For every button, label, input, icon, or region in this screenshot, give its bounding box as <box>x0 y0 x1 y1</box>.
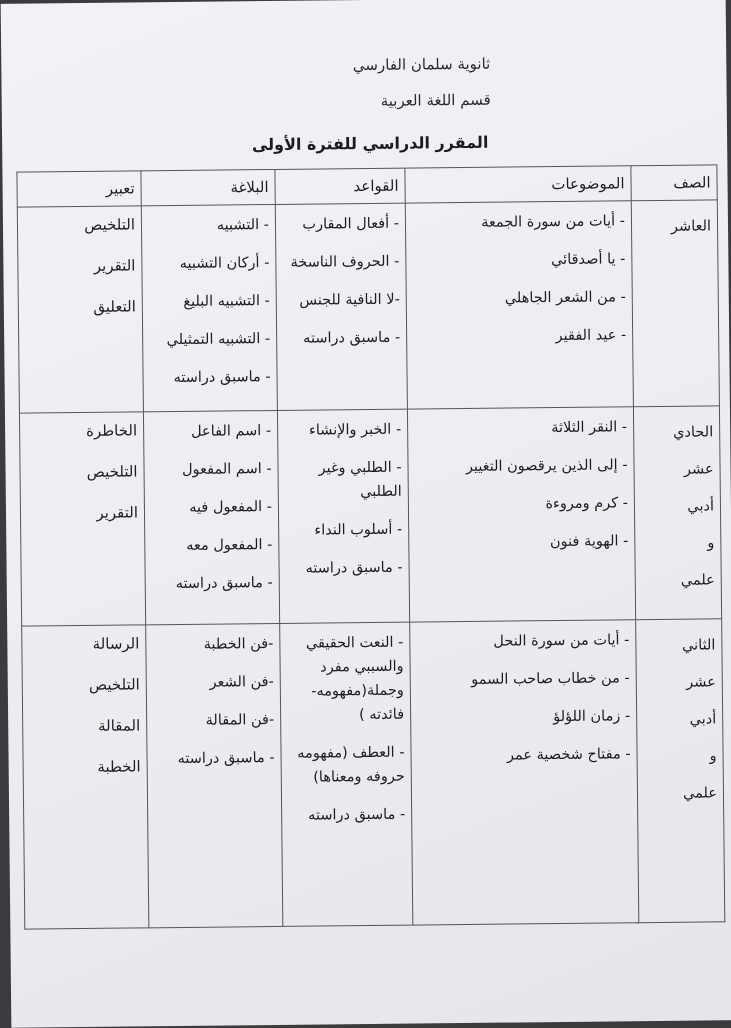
list-item: - المفعول معه <box>186 537 273 554</box>
grammar-cell <box>277 409 409 623</box>
list-item: - اسم المفعول <box>181 461 272 478</box>
list-item: - الطلبي وغير الطلبي <box>318 459 402 501</box>
list-item: الرسالة <box>92 634 140 653</box>
list-item: التلخيص <box>88 675 140 694</box>
list-item: - زمان اللؤلؤ <box>553 708 631 726</box>
list-item: - التشبيه <box>216 217 270 234</box>
grade-label: الثاني <box>681 637 716 654</box>
grade-label: عشر <box>683 461 714 478</box>
list-item: -لا النافية للجنس <box>299 291 400 309</box>
list-item: - ماسبق دراسته <box>175 575 273 593</box>
list-item: - عيد الفقير <box>555 327 627 345</box>
rhetoric-cell <box>141 204 277 411</box>
list-item: التلخيص <box>86 462 138 481</box>
list-item: - أسلوب النداء <box>314 521 403 539</box>
list-item: - يا أصدقائي <box>550 251 626 269</box>
grade-label: و <box>707 535 715 552</box>
list-item: - العطف (مفهومه حروفه ومعناها) <box>297 744 405 786</box>
column-header-rhetoric: البلاغة <box>141 169 275 205</box>
list-item: - اسم الفاعل <box>190 423 272 440</box>
list-item: التقرير <box>96 503 139 522</box>
document-page <box>1 0 731 1028</box>
document-title: المقرر الدراسي للفترة الأولى <box>251 132 489 155</box>
list-item: - التشبيه البليغ <box>183 293 270 310</box>
column-header-grade: الصف <box>631 165 717 201</box>
list-item: الخاطرة <box>85 421 138 440</box>
topics-cell <box>407 407 635 622</box>
table-row <box>19 406 721 626</box>
rhetoric-cell <box>146 623 283 927</box>
expression-cell <box>19 412 145 626</box>
grade-label: أدبي <box>689 711 717 728</box>
grade-label: و <box>709 748 717 765</box>
list-item: - الهوية فنون <box>549 533 629 551</box>
grade-label: أدبي <box>687 498 715 515</box>
school-name: ثانوية سلمان الفارسي <box>352 54 491 75</box>
expression-cell <box>17 206 143 413</box>
list-item: - ماسبق دراسته <box>305 559 403 577</box>
list-item: - من الشعر الجاهلي <box>504 289 626 307</box>
table-row <box>22 619 725 929</box>
grammar-cell <box>275 203 407 410</box>
list-item: - ماسبق دراسته <box>308 806 406 824</box>
grade-cell <box>633 406 721 620</box>
list-item: - الحروف الناسخة <box>290 253 400 271</box>
column-header-topics: الموضوعات <box>405 166 631 203</box>
grade-label: الحادي <box>673 424 714 441</box>
expression-cell <box>22 625 149 929</box>
list-item: - ماسبق دراسته <box>303 329 401 347</box>
list-item: - المفعول فيه <box>189 499 273 516</box>
list-item: - من خطاب صاحب السمو <box>471 670 630 688</box>
list-item: - ماسبق دراسته <box>177 749 275 768</box>
list-item: -فن المقالة <box>205 711 275 729</box>
topics-cell <box>410 620 639 925</box>
list-item: التقرير <box>93 256 136 275</box>
grade-label: عشر <box>686 674 716 691</box>
list-item: - أيات من سورة الجمعة <box>481 213 626 231</box>
list-item: التعليق <box>93 297 136 316</box>
syllabus-table <box>16 164 725 929</box>
list-item: - النعت الحقيقي والسببي مفرد وجملة(مفهومه- فائدته ) <box>305 634 405 724</box>
list-item: -فن الشعر <box>209 674 274 691</box>
list-item: - إلى الذين يرقصون التغيير <box>465 457 628 475</box>
column-header-grammar: القواعد <box>275 168 405 204</box>
list-item: - كرم ومروءة <box>545 495 629 513</box>
list-item: - أفعال المقارب <box>302 215 400 233</box>
topics-cell <box>405 201 633 409</box>
grade-label: علمي <box>680 572 715 589</box>
list-item: - ماسبق دراسته <box>173 369 271 387</box>
list-item: - النقر الثلاثة <box>551 419 628 437</box>
list-item: - مفتاح شخصية عمر <box>506 746 631 764</box>
list-item: التلخيص <box>84 215 136 234</box>
grade-cell <box>631 200 719 407</box>
list-item: الخطبة <box>97 757 141 776</box>
column-header-expression: تعبير <box>17 171 141 207</box>
grade-cell <box>636 619 725 923</box>
grade-label: علمي <box>682 785 718 802</box>
list-item: - أيات من سورة النحل <box>493 632 630 650</box>
grammar-cell <box>280 622 413 926</box>
list-item: - التشبيه التمثيلي <box>166 331 271 349</box>
list-item: - الخبر والإنشاء <box>308 421 402 439</box>
department-name: قسم اللغة العربية <box>380 90 491 110</box>
rhetoric-cell <box>143 410 279 624</box>
list-item: -فن الخطبة <box>203 636 274 653</box>
grade-label: العاشر <box>670 218 712 235</box>
list-item: - أركان التشبيه <box>179 255 270 272</box>
list-item: المقالة <box>97 716 141 735</box>
table-row <box>17 200 719 413</box>
